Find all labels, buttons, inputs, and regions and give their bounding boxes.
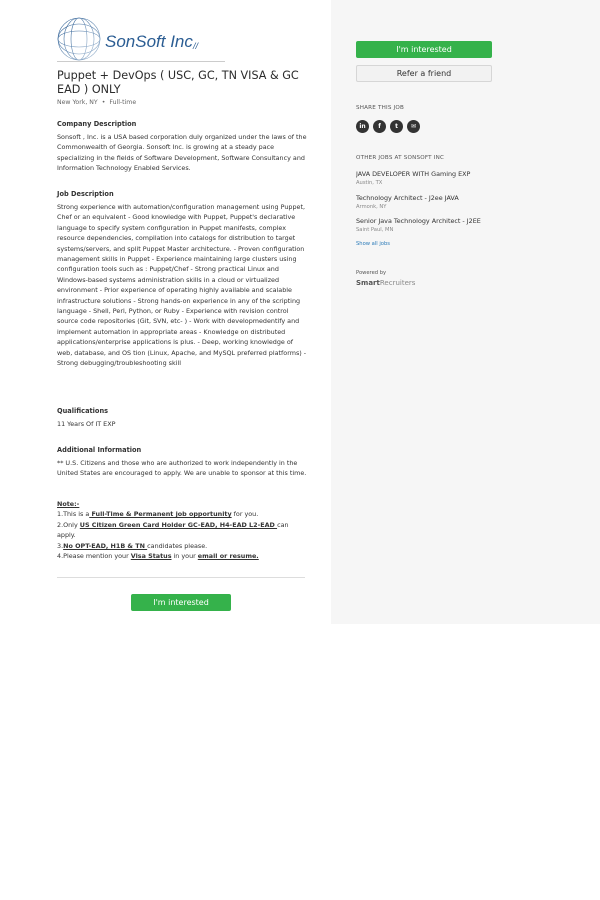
main-content — [0, 0, 331, 624]
job-meta — [57, 99, 136, 106]
other-jobs-heading: OTHER JOBS AT SONSOFT INC — [356, 155, 445, 161]
note-line-3: 3.No OPT-EAD, H1B & TN candidates please. — [57, 541, 208, 550]
job-title: Puppet + DevOps ( USC, GC, TN VISA & GC EAD ) ONLY — [57, 69, 299, 96]
interested-button-side[interactable]: I'm interested — [356, 41, 492, 58]
refer-friend-button[interactable]: Refer a friend — [356, 65, 492, 82]
other-job-title[interactable]: JAVA DEVELOPER WITH Gaming EXP — [356, 170, 471, 178]
linkedin-icon[interactable]: in — [356, 120, 369, 133]
svg-text://: // — [193, 41, 199, 51]
additional-info-heading: Additional Information — [57, 446, 142, 454]
other-job-item[interactable] — [356, 194, 492, 210]
other-job-location: Saint Paul, MN — [356, 227, 394, 233]
job-location: New York, NY — [57, 99, 98, 106]
sidebar — [331, 0, 600, 624]
qualifications-text: 11 Years Of IT EXP — [57, 420, 116, 428]
job-description-heading: Job Description — [57, 190, 114, 198]
job-type: Full-time — [109, 99, 137, 106]
qualifications-heading: Qualifications — [57, 407, 109, 415]
facebook-icon[interactable]: f — [373, 120, 386, 133]
twitter-icon[interactable]: t — [390, 120, 403, 133]
meta-separator: • — [101, 99, 106, 106]
other-job-item[interactable] — [356, 217, 492, 233]
company-logo — [57, 15, 225, 62]
note-label: Note:- — [57, 500, 80, 508]
interested-button-bottom[interactable]: I'm interested — [131, 594, 231, 611]
share-icons — [356, 120, 420, 133]
other-job-location: Armonk, NY — [356, 204, 387, 210]
notes-block — [57, 499, 307, 561]
job-description-text: Strong experience with automation/configuration management using Puppet, Chef or an equivalent - Good knowledge with Puppet, Puppet's declarative language to specify system configuration in Puppet manifests, complex resource dependencies, compilation into catalogs for distribution to target systems/servers, and split Puppet Master architecture. - Proven configuration management skills in Puppet - Experience maintaining large clusters using configuration tools such as : Puppet/Chef - Strong practical Linux and Windows-based systems administration skills in a cloud or virtualized environment - Prior experience of operating highly available and scalable infrastructure solutions - Strong hands-on experience in any of the scripting language - Shell, Perl, Python, or Ruby - Experience with revision control source code repositories (Git, SVN, etc- ) - Work with developmedentify and implement automation in appropriate areas - Knowledge on distributed applications/enterprise applications is plus. - Deep, working knowledge of web, database, and OS tion (Linux, Apache, and MySQL preferred platforms) - Strong debugging/troubleshooting skill — [57, 203, 307, 368]
additional-info-text: ** U.S. Citizens and those who are authorized to work independently in the United States are encouraged to apply. We are unable to sponsor at this time. — [57, 459, 307, 478]
content-divider — [57, 577, 305, 578]
logo-text: SonSoft Inc — [105, 32, 193, 51]
other-job-title[interactable]: Technology Architect - J2ee JAVA — [356, 194, 459, 202]
email-icon[interactable]: ✉ — [407, 120, 420, 133]
other-job-location: Austin, TX — [356, 180, 383, 186]
powered-by-label: Powered by — [356, 270, 387, 276]
share-heading: SHARE THIS JOB — [356, 105, 405, 111]
company-description-text: Sonsoft , Inc. is a USA based corporation duly organized under the laws of the Commonwealth of Georgia. Sonsoft Inc. is growing at a steady pace specializing in the fields of Software Development, Software Consultancy and Information Technology Enabled Services. — [57, 133, 307, 173]
other-job-item[interactable] — [356, 170, 492, 186]
note-line-4: 4.Please mention your Visa Status in your email or resume. — [57, 552, 259, 561]
other-job-title[interactable]: Senior Java Technology Architect - J2EE — [356, 217, 481, 225]
note-line-1: 1.This is a Full-Time & Permanent job opportunity for you. — [57, 510, 259, 519]
company-description-heading: Company Description — [57, 120, 137, 128]
smartrecruiters-logo[interactable]: SmartRecruiters — [356, 279, 416, 287]
logo-divider — [57, 61, 225, 62]
show-all-jobs-link[interactable]: Show all jobs — [356, 241, 390, 247]
note-line-2: 2.Only US Citizen Green Card Holder GC-EAD, H4-EAD L2-EAD can apply. — [57, 520, 289, 540]
